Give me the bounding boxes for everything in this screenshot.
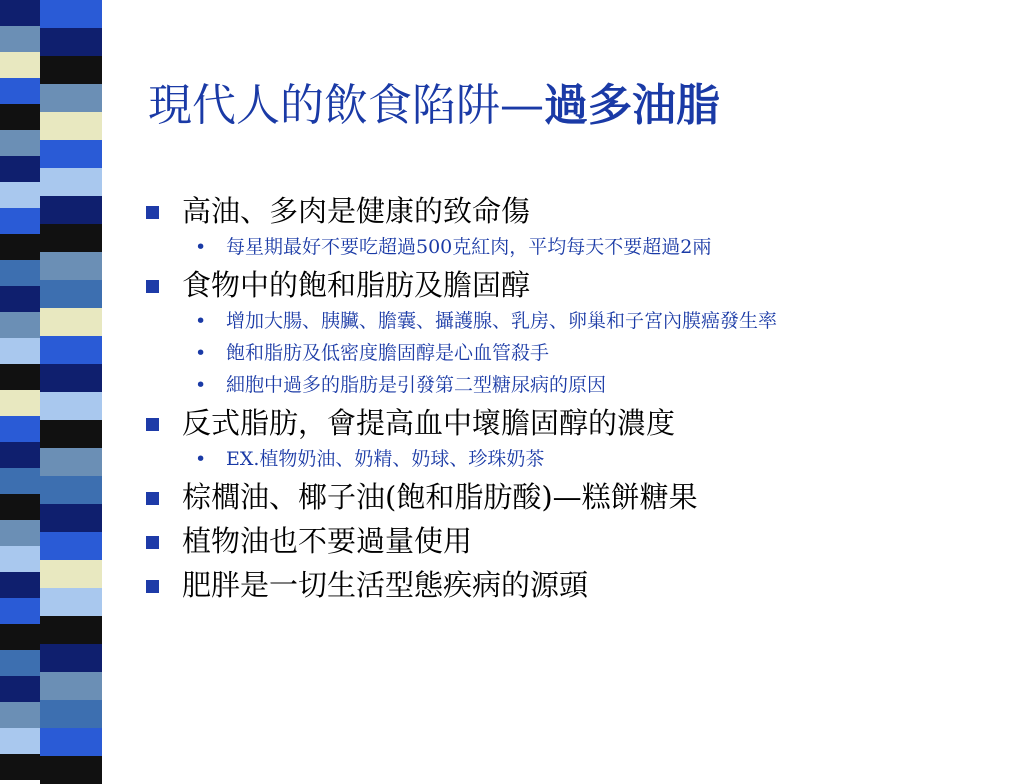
stripe-block	[40, 56, 102, 84]
stripe-column-right	[40, 0, 102, 768]
stripe-block	[0, 390, 40, 416]
stripe-block	[40, 168, 102, 196]
stripe-block	[40, 28, 102, 56]
stripe-block	[40, 140, 102, 168]
bullet-item	[142, 404, 982, 472]
dot-bullet-icon: •	[195, 374, 207, 396]
stripe-block	[40, 336, 102, 364]
stripe-block	[0, 650, 40, 676]
stripe-block	[0, 234, 40, 260]
title-main: 現代人的飲食陷阱—	[148, 80, 544, 131]
square-bullet-icon	[146, 280, 159, 293]
decorative-stripe-bar	[0, 0, 102, 768]
stripe-block	[0, 442, 40, 468]
sub-bullet-text: 飽和脂肪及低密度膽固醇是心血管殺手	[226, 342, 550, 364]
stripe-block	[0, 624, 40, 650]
bullet-item	[142, 266, 982, 398]
stripe-block	[0, 364, 40, 390]
bullet-list	[142, 192, 982, 610]
bullet-text: 棕櫚油、椰子油(飽和脂肪酸)—糕餅糖果	[182, 480, 698, 514]
bullet-item	[142, 478, 982, 516]
sub-bullet-text: EX.植物奶油、奶精、奶球、珍珠奶茶	[226, 448, 545, 470]
sub-bullet-item	[182, 234, 982, 260]
square-bullet-icon	[146, 580, 159, 593]
stripe-block	[40, 420, 102, 448]
stripe-block	[40, 0, 102, 28]
stripe-block	[40, 504, 102, 532]
stripe-block	[0, 312, 40, 338]
stripe-block	[0, 494, 40, 520]
stripe-block	[0, 156, 40, 182]
sub-bullet-item	[182, 340, 982, 366]
stripe-block	[0, 52, 40, 78]
stripe-block	[40, 280, 102, 308]
stripe-block	[40, 364, 102, 392]
stripe-column-left	[0, 0, 40, 768]
sub-bullet-list	[182, 446, 982, 472]
square-bullet-icon	[146, 418, 159, 431]
sub-bullet-text: 每星期最好不要吃超過500克紅肉，平均每天不要超過2兩	[226, 236, 712, 258]
stripe-block	[0, 104, 40, 130]
stripe-block	[40, 700, 102, 728]
slide-title	[148, 78, 720, 134]
sub-bullet-text: 增加大腸、胰臟、膽囊、攝護腺、乳房、卵巢和子宮內膜癌發生率	[226, 310, 778, 332]
bullet-text: 食物中的飽和脂肪及膽固醇	[182, 268, 531, 302]
stripe-block	[0, 598, 40, 624]
bullet-text: 肥胖是一切生活型態疾病的源頭	[182, 568, 589, 602]
bullet-text: 植物油也不要過量使用	[182, 524, 473, 558]
stripe-block	[40, 392, 102, 420]
stripe-block	[40, 672, 102, 700]
stripe-block	[0, 338, 40, 364]
dot-bullet-icon: •	[195, 342, 207, 364]
stripe-block	[0, 572, 40, 598]
square-bullet-icon	[146, 206, 159, 219]
stripe-block	[40, 84, 102, 112]
title-bold: 過多油脂	[544, 80, 720, 131]
stripe-block	[0, 260, 40, 286]
stripe-block	[0, 182, 40, 208]
stripe-block	[40, 308, 102, 336]
stripe-block	[40, 224, 102, 252]
bullet-item	[142, 192, 982, 260]
bullet-item	[142, 566, 982, 604]
stripe-block	[40, 728, 102, 756]
stripe-block	[40, 756, 102, 784]
stripe-block	[0, 728, 40, 754]
stripe-block	[0, 26, 40, 52]
stripe-block	[40, 616, 102, 644]
dot-bullet-icon: •	[195, 236, 207, 258]
dot-bullet-icon: •	[195, 310, 207, 332]
stripe-block	[0, 130, 40, 156]
stripe-block	[40, 588, 102, 616]
stripe-block	[40, 532, 102, 560]
stripe-block	[40, 448, 102, 476]
sub-bullet-item	[182, 372, 982, 398]
stripe-block	[40, 112, 102, 140]
bullet-item	[142, 522, 982, 560]
stripe-block	[40, 252, 102, 280]
stripe-block	[40, 476, 102, 504]
stripe-block	[0, 208, 40, 234]
sub-bullet-list	[182, 234, 982, 260]
stripe-block	[40, 644, 102, 672]
stripe-block	[0, 0, 40, 26]
stripe-block	[0, 546, 40, 572]
stripe-block	[0, 78, 40, 104]
stripe-block	[0, 702, 40, 728]
square-bullet-icon	[146, 492, 159, 505]
square-bullet-icon	[146, 536, 159, 549]
bullet-text: 反式脂肪，會提高血中壞膽固醇的濃度	[182, 406, 676, 440]
sub-bullet-item	[182, 446, 982, 472]
stripe-block	[0, 676, 40, 702]
stripe-block	[0, 754, 40, 780]
stripe-block	[0, 520, 40, 546]
dot-bullet-icon: •	[195, 448, 207, 470]
bullet-text: 高油、多肉是健康的致命傷	[182, 194, 531, 228]
sub-bullet-item	[182, 308, 982, 334]
sub-bullet-text: 細胞中過多的脂肪是引發第二型糖尿病的原因	[226, 374, 607, 396]
stripe-block	[0, 468, 40, 494]
stripe-block	[0, 286, 40, 312]
stripe-block	[40, 196, 102, 224]
stripe-block	[40, 560, 102, 588]
sub-bullet-list	[182, 308, 982, 398]
stripe-block	[0, 416, 40, 442]
